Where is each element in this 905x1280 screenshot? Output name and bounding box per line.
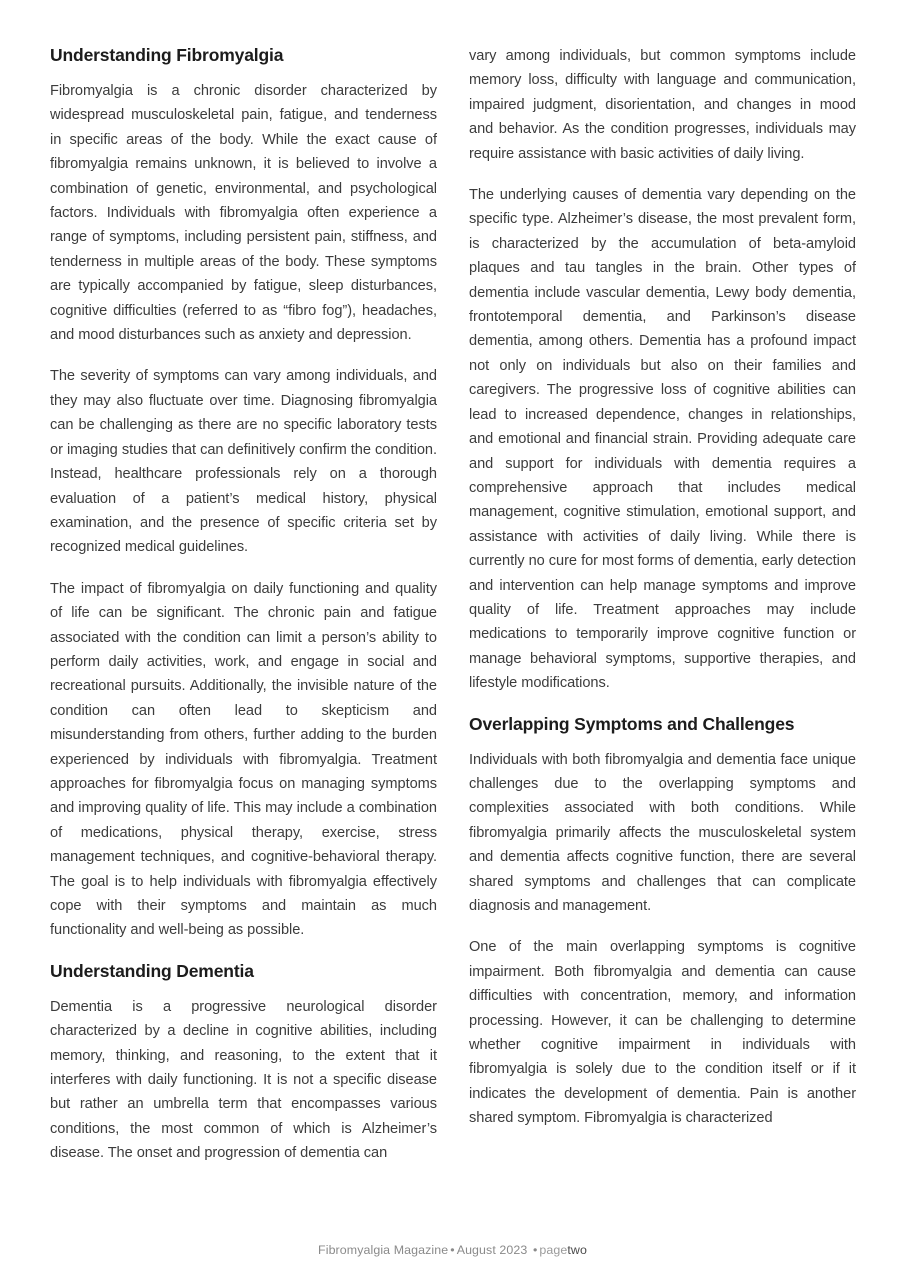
- paragraph: One of the main overlapping symptoms is cognitive impairment. Both fibromyalgia and dementia can cause difficulties with concentration, memory, and information processing. However, it can be challenging to determine whether cognitive impairment in individuals with fibromyalgia is solely due to the condition itself or if it indicates the development of dementia. Pain is another shared symptom. Fibromyalgia is characterized: [469, 939, 856, 1127]
- paragraph-continuation: vary among individuals, but common symptoms include memory loss, difficulty with language and communication, impaired judgment, disorientation, and changes in mood and behavior. As the condition progresses, individuals may require assistance with basic activities of daily living.: [469, 48, 856, 162]
- footer-publication-name: Fibromyalgia Magazine: [318, 1243, 449, 1257]
- two-column-body: [50, 44, 856, 1219]
- paragraph: The impact of fibromyalgia on daily functioning and quality of life can be significant. The chronic pain and fatigue associated with the condition can limit a person’s ability to perform daily activities, work, and engage in social and recreational pursuits. Additionally, the invisible nature of the condition can often lead to skepticism and misunderstanding from others, further adding to the burden experienced by individuals with fibromyalgia. Treatment approaches for fibromyalgia focus on managing symptoms and improving quality of life. This may include a combination of medications, physical therapy, exercise, stress management techniques, and cognitive-behavioral therapy. The goal is to help individuals with fibromyalgia effectively cope with their symptoms and maintain as much functionality and well-being as possible.: [50, 580, 437, 939]
- paragraph: The severity of symptoms can vary among individuals, and they may also fluctuate over time. Diagnosing fibromyalgia can be challenging as there are no specific laboratory tests or imaging studies that can definitively confirm the condition. Instead, healthcare professionals rely on a thorough evaluation of a patient’s medical history, physical examination, and the presence of specific criteria set by recognized medical guidelines.: [50, 368, 437, 556]
- heading-understanding-fibromyalgia: Understanding Fibromyalgia: [50, 45, 284, 65]
- left-column: [50, 44, 437, 1219]
- paragraph: The underlying causes of dementia vary depending on the specific type. Alzheimer’s disease, the most prevalent form, is characterized by the accumulation of beta-amyloid plaques and tau tangles in the brain. Other types of dementia include vascular dementia, Lewy body dementia, frontotemporal dementia, and Parkinson’s disease dementia, among others. Dementia has a profound impact not only on individuals but also on their families and caregivers. The progressive loss of cognitive abilities can lead to increased dependence, changes in relationships, and emotional and financial strain. Providing adequate care and support for individuals with dementia requires a comprehensive approach that includes medical management, cognitive stimulation, emotional support, and assistance with activities of daily living. While there is currently no cure for most forms of dementia, early detection and intervention can help manage symptoms and improve quality of life. Treatment approaches may include medications to temporarily improve cognitive function or manage behavioral symptoms, supportive therapies, and lifestyle modifications.: [469, 187, 856, 692]
- heading-understanding-dementia: Understanding Dementia: [50, 960, 254, 981]
- footer-page-number: two: [567, 1243, 587, 1257]
- paragraph: Individuals with both fibromyalgia and dementia face unique challenges due to the overlapping symptoms and complexities associated with both conditions. While fibromyalgia primarily affects the musculoskeletal system and dementia affects cognitive function, there are several shared symptoms and challenges that can complicate diagnosis and management.: [469, 751, 856, 914]
- page-footer: [0, 1242, 905, 1258]
- paragraph: Fibromyalgia is a chronic disorder characterized by widespread musculoskeletal pain, fatigue, and tenderness in specific areas of the body. While the exact cause of fibromyalgia remains unknown, it is believed to involve a combination of genetic, environmental, and psychological factors. Individuals with fibromyalgia often experience a range of symptoms, including persistent pain, stiffness, and tenderness in multiple areas of the body. These symptoms are typically accompanied by fatigue, sleep disturbances, cognitive difficulties (referred to as “fibro fog”), headaches, and mood disturbances such as anxiety and depression.: [50, 83, 437, 344]
- footer-separator-icon: •: [450, 1243, 455, 1257]
- footer-page-label: page: [539, 1243, 568, 1257]
- right-column: [469, 44, 856, 1219]
- paragraph: Dementia is a progressive neurological disorder characterized by a decline in cognitive abilities, including memory, thinking, and reasoning, to the extent that it interferes with daily functioning. It is not a specific disease but rather an umbrella term that encompasses various conditions, the most common of which is Alzheimer’s disease. The onset and progression of dementia can: [50, 998, 437, 1162]
- heading-overlapping-symptoms-and-challenges: Overlapping Symptoms and Challenges: [469, 713, 795, 734]
- footer-separator-icon: •: [532, 1243, 538, 1257]
- footer-issue-date: August 2023: [456, 1243, 528, 1257]
